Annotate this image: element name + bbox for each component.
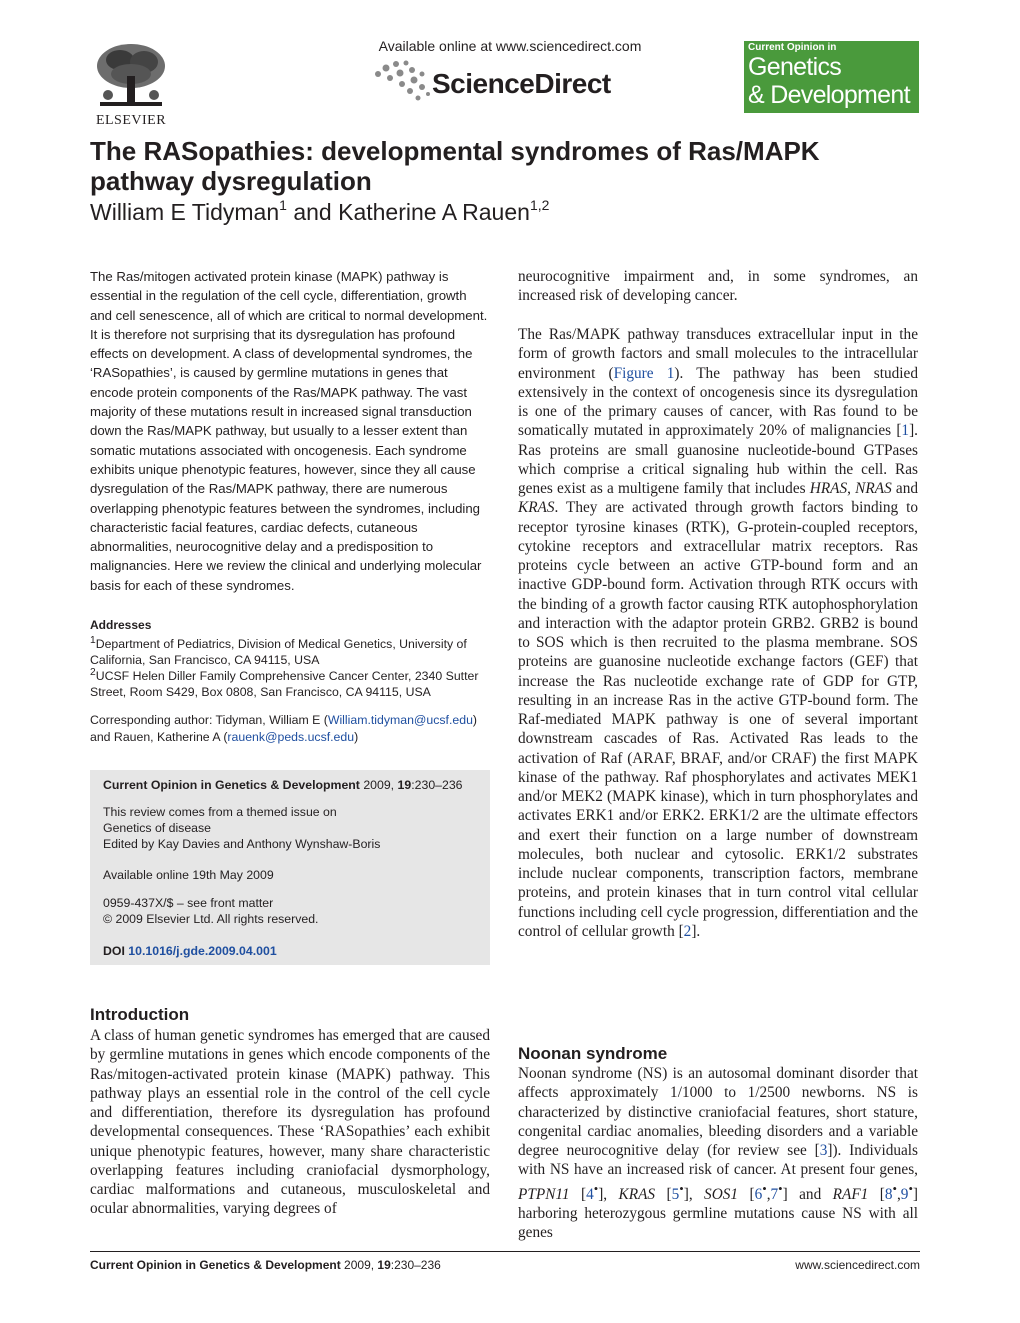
corresponding-prefix: Corresponding author: Tidyman, William E ( [90,713,328,727]
corresponding-middle: ) and Rauen, Katherine A ( [90,713,478,744]
figure-1-link[interactable]: Figure 1 [613,364,675,382]
info-editors: Edited by Kay Davies and Anthony Wynshaw-Boris [103,837,381,851]
ref-dot: • [762,1181,767,1196]
footer-divider [90,1251,920,1252]
journal-badge-line2: & Development [748,81,910,109]
address-sup: 1 [90,635,96,646]
sciencedirect-wordmark: ScienceDirect [432,68,611,99]
author-name: Katherine A Rauen [338,199,530,225]
info-doi-label: DOI [103,944,125,958]
introduction-text: A class of human genetic syndromes has emerged that are caused by germline mutations in genes which encode components of the Ras/mitogen-activated protein kinase (MAPK) pathway. This pathway plays an essential role in the control of the cell cycle and differentiation, therefore its dysregulation has profound developmental consequences. These ‘RASopathies’ each exhibit unique phenotypic features, however, many share characteristic overlapping features including craniofacial dysmorphology, cardiac malformations and cutaneous, musculoskeletal and ocular abnormalities, varying degrees of [90,1027,490,1218]
text-run: Noonan syndrome (NS) is an autosomal dominant disorder that affects approximately 1/1000 to 1/2500 newborns. NS is characterized by distinctive craniofacial features, short stature, congenital cardiac anomalies, bleeding disorders and a variable degree neurocognitive delay (for review see [ [518,1065,918,1159]
email-link-tidyman[interactable]: William.tidyman@ucsf.edu [327,713,473,727]
info-issn-line: 0959-437X/$ – see front matter [103,896,274,910]
address-text: UCSF Helen Diller Family Comprehensive Cancer Center, 2340 Sutter Street, Room S429, Box 0808, San Francisco, CA 94115, USA [90,669,479,700]
gene-hras: HRAS [809,480,848,497]
author-affiliation-sup: 1 [279,197,287,213]
info-pages: :230–236 [411,778,463,792]
journal-badge-top: Current Opinion in [748,42,837,53]
text-run: and [891,480,918,497]
text-run: harboring heterozygous germline mutations cause NS with all genes [518,1204,918,1242]
info-volume: 19 [397,778,412,792]
footer-citation [90,1258,441,1272]
ref-link-1[interactable]: 1 [901,422,910,440]
info-doi [103,943,277,959]
doi-link[interactable]: 10.1016/j.gde.2009.04.001 [128,944,277,958]
text-run: ). The pathway has been studied extensively in the context of oncogenesis since its dysregulation is one of the primary causes of cancer, with Ras found to be somatically mutated in approximately 20% of malignancies [ [518,364,918,440]
footer-year: 2009, [344,1258,375,1272]
right-paragraph-2: The Ras/MAPK pathway transduces extracellular input in the form of growth factors and small molecules to the intracellular environment (Figure 1). The pathway has been studied extensively in the context of oncogenesis since its dysregulation is one of the primary causes of cancer, with Ras found to be somatically mutated in approximately 20% of malignancies [1]. Ras proteins are small guanosine nucleotide-bound GTPases which comprise a critical signaling hub within the cell. Ras genes exist as a multigene family that includes HRAS, NRAS and KRAS. They are activated through growth factors binding to receptor tyrosine kinases (RTK), G-protein-coupled receptors, cytokine receptors and extracellular matrix receptors. Ras proteins cycle between an active GTP-bound form and an inactive GDP-bound form. Activation through RTK occurs with the binding of a growth factor causing RTK autophosphorylation and interaction with the adaptor protein GRB2. GRB2 is bound to SOS which is then recruited to the plasma membrane. SOS proteins are guanosine nucleotide exchange factors (GEF) that increase the Ras nucleotide exchange rate of GDP for GTP, resulting in an increase Ras in the active GTP-bound form. The Raf-mediated MAPK pathway is one of several important downstream cascades of Ras. Activated Ras leads to the activation of Raf (ARAF, BRAF, and/or CRAF) the first MAPK kinase of the pathway. Raf phosphorylates and activates MEK1 and/or MEK2 (MAPK kinase), which in turn phosphorylates and activates ERK1 and/or ERK2. ERK1/2 are the ultimate effectors and exert their function on a large number of downstream molecules, both nuclear and cytosolic. ERK1/2 substrates include nuclear components, transcription factors, membrane proteins, and protein kinases that in turn control vital cellular functions including cell cycle progression, differentiation and the control of cellular growth [2]. [518,326,918,940]
text-run: . They are activated through growth factors binding to receptor tyrosine kinases (RTK), G-protein-coupled receptors, cytokine receptors and extracellular matrix receptors. Ras proteins cycle between an active GTP-bound form and an inactive GDP-bound form. Activation through RTK occurs with the binding of a growth factor causing RTK autophosphorylation and interaction with the adaptor protein GRB2. GRB2 is bound to SOS which is then recruited to the plasma membrane. SOS proteins are guanosine nucleotide exchange factors (GEF) that increase the Ras nucleotide exchange rate of GDP for GTP, resulting in an increase Ras in the active GTP-bound form. The Raf-mediated MAPK pathway is one of several important downstream cascades of Ras. Activated Ras leads to the activation of Raf (ARAF, BRAF, and/or CRAF) the first MAPK kinase of the pathway. Raf phosphorylates and activates MEK1 and/or MEK2 (MAPK kinase), which in turn phosphorylates and activates ERK1 and/or ERK2. ERK1/2 are the ultimate effectors and exert their function on a large number of downstream molecules, both nuclear and cytosolic. ERK1/2 substrates include nuclear components, transcription factors, membrane proteins, and protein kinases that in turn control vital cellular functions including cell cycle progression, differentiation and the control of cellular growth [ [518,499,918,940]
info-issn [103,895,318,927]
author-joiner: and [286,199,339,225]
gene-sos1: SOS1 [704,1185,739,1203]
text-run: ]. [691,922,701,940]
footer-journal: Current Opinion in Genetics & Development [90,1258,341,1272]
gene-kras: KRAS [618,1185,656,1203]
footer-pages: :230–236 [390,1258,441,1272]
corresponding-suffix: ) [354,730,359,744]
right-paragraph-1: neurocognitive impairment and, in some syndromes, an increased risk of developing cancer. [518,268,918,305]
text-run: ]). Individuals with NS have an increased risk of cancer. At present four genes, [518,1142,918,1179]
author-affiliation-sup: 1,2 [529,197,550,213]
noonan-heading: Noonan syndrome [518,1044,668,1063]
info-year: 2009, [363,778,395,792]
ref-dot: • [778,1181,783,1196]
ref-dot: • [593,1181,599,1196]
corresponding-author [90,712,492,746]
journal-badge-line1: Genetics [748,53,842,81]
footer-site: www.sciencedirect.com [795,1258,920,1272]
author-list [90,197,549,226]
ref-link-5[interactable]: 5 [671,1185,680,1203]
gene-kras: KRAS [518,499,555,517]
address-sup: 2 [90,667,96,678]
publisher-name: ELSEVIER [95,113,167,128]
info-available-date: Available online 19th May 2009 [103,868,274,882]
info-theme-line: Genetics of disease [103,821,212,835]
info-journal-citation [103,777,463,793]
introduction-heading: Introduction [90,1005,190,1024]
journal-badge [744,41,919,113]
ref-link-6[interactable]: 6 [754,1185,763,1203]
article-info-box [90,770,490,965]
ref-link-4[interactable]: 4 [586,1185,594,1203]
available-online-text: Available online at www.sciencedirect.com [378,38,642,54]
footer-volume: 19 [377,1258,391,1272]
text-run: ]. Ras proteins are small guanosine nucleotide-bound GTPases which comprise a critical signaling hub within the cell. Ras genes exist as a multigene family that includes [518,422,918,497]
abstract-text: The Ras/mitogen activated protein kinase (MAPK) pathway is essential in the regulation of the cell cycle, differentiation, growth and cell senescence, all of which are critical to normal development. It is therefore not surprising that its dysregulation has profound effects on development. A class of developmental syndromes, the ‘RASopathies’, is caused by germline mutations in genes that encode protein components of the Ras/MAPK pathway. The vast majority of these mutations result in increased signal transduction down the Ras/MAPK pathway, but usually to a lesser extent than somatic mutations associated with oncogenesis. Each syndrome exhibits unique phenotypic features, however, since they all cause dysregulation of the Ras/MAPK pathway, there are numerous overlapping phenotypic features between the syndromes, including characteristic facial features, cardiac defects, cutaneous abnormalities, neurocognitive delay and a predisposition to malignancies. Here we review the clinical and underlying molecular basis for each of these syndromes. [90,269,488,593]
info-theme [103,804,380,852]
noonan-text: Noonan syndrome (NS) is an autosomal dominant disorder that affects approximately 1/1000 to 1/2500 newborns. NS is characterized by distinctive craniofacial features, short stature, congenital cardiac anomalies, bleeding disorders and a variable degree neurocognitive delay (for review see [3]). Individuals with NS have an increased risk of cancer. At present four genes, PTPN11 [4•], KRAS [5•], SOS1 [6•,7•] and RAF1 [8•,9•] harboring heterozygous germline mutations cause NS with all genes [518,1065,919,1242]
ref-dot: • [908,1181,913,1196]
ref-link-3[interactable]: 3 [819,1142,828,1159]
ref-link-7[interactable]: 7 [770,1185,779,1203]
ref-dot: • [679,1181,684,1196]
address-item [90,665,492,700]
author-name: William E Tidyman [90,199,280,225]
info-theme-line: This review comes from a themed issue on [103,805,337,819]
ref-link-2[interactable]: 2 [683,922,692,940]
ref-link-8[interactable]: 8 [884,1185,893,1203]
text-run: The Ras/MAPK pathway transduces extracellular input in the form of growth factors and small molecules to the intracellular environment ( [518,326,918,382]
gene-raf1: RAF1 [832,1185,869,1203]
address-item [90,633,492,668]
ref-dot: • [892,1181,897,1196]
gene-nras: NRAS [855,480,892,497]
info-journal-name: Current Opinion in Genetics & Development [103,778,360,792]
addresses-heading: Addresses [90,618,152,632]
article-title: The RASopathies: developmental syndromes of Ras/MAPK pathway dysregulation [90,136,820,196]
info-copyright: © 2009 Elsevier Ltd. All rights reserved. [103,912,319,926]
email-link-rauen[interactable]: rauenk@peds.ucsf.edu [227,730,355,744]
address-text: Department of Pediatrics, Division of Medical Genetics, University of California, San Francisco, CA 94115, USA [90,637,467,668]
gene-ptpn11: PTPN11 [518,1185,570,1203]
ref-link-9[interactable]: 9 [900,1185,909,1203]
